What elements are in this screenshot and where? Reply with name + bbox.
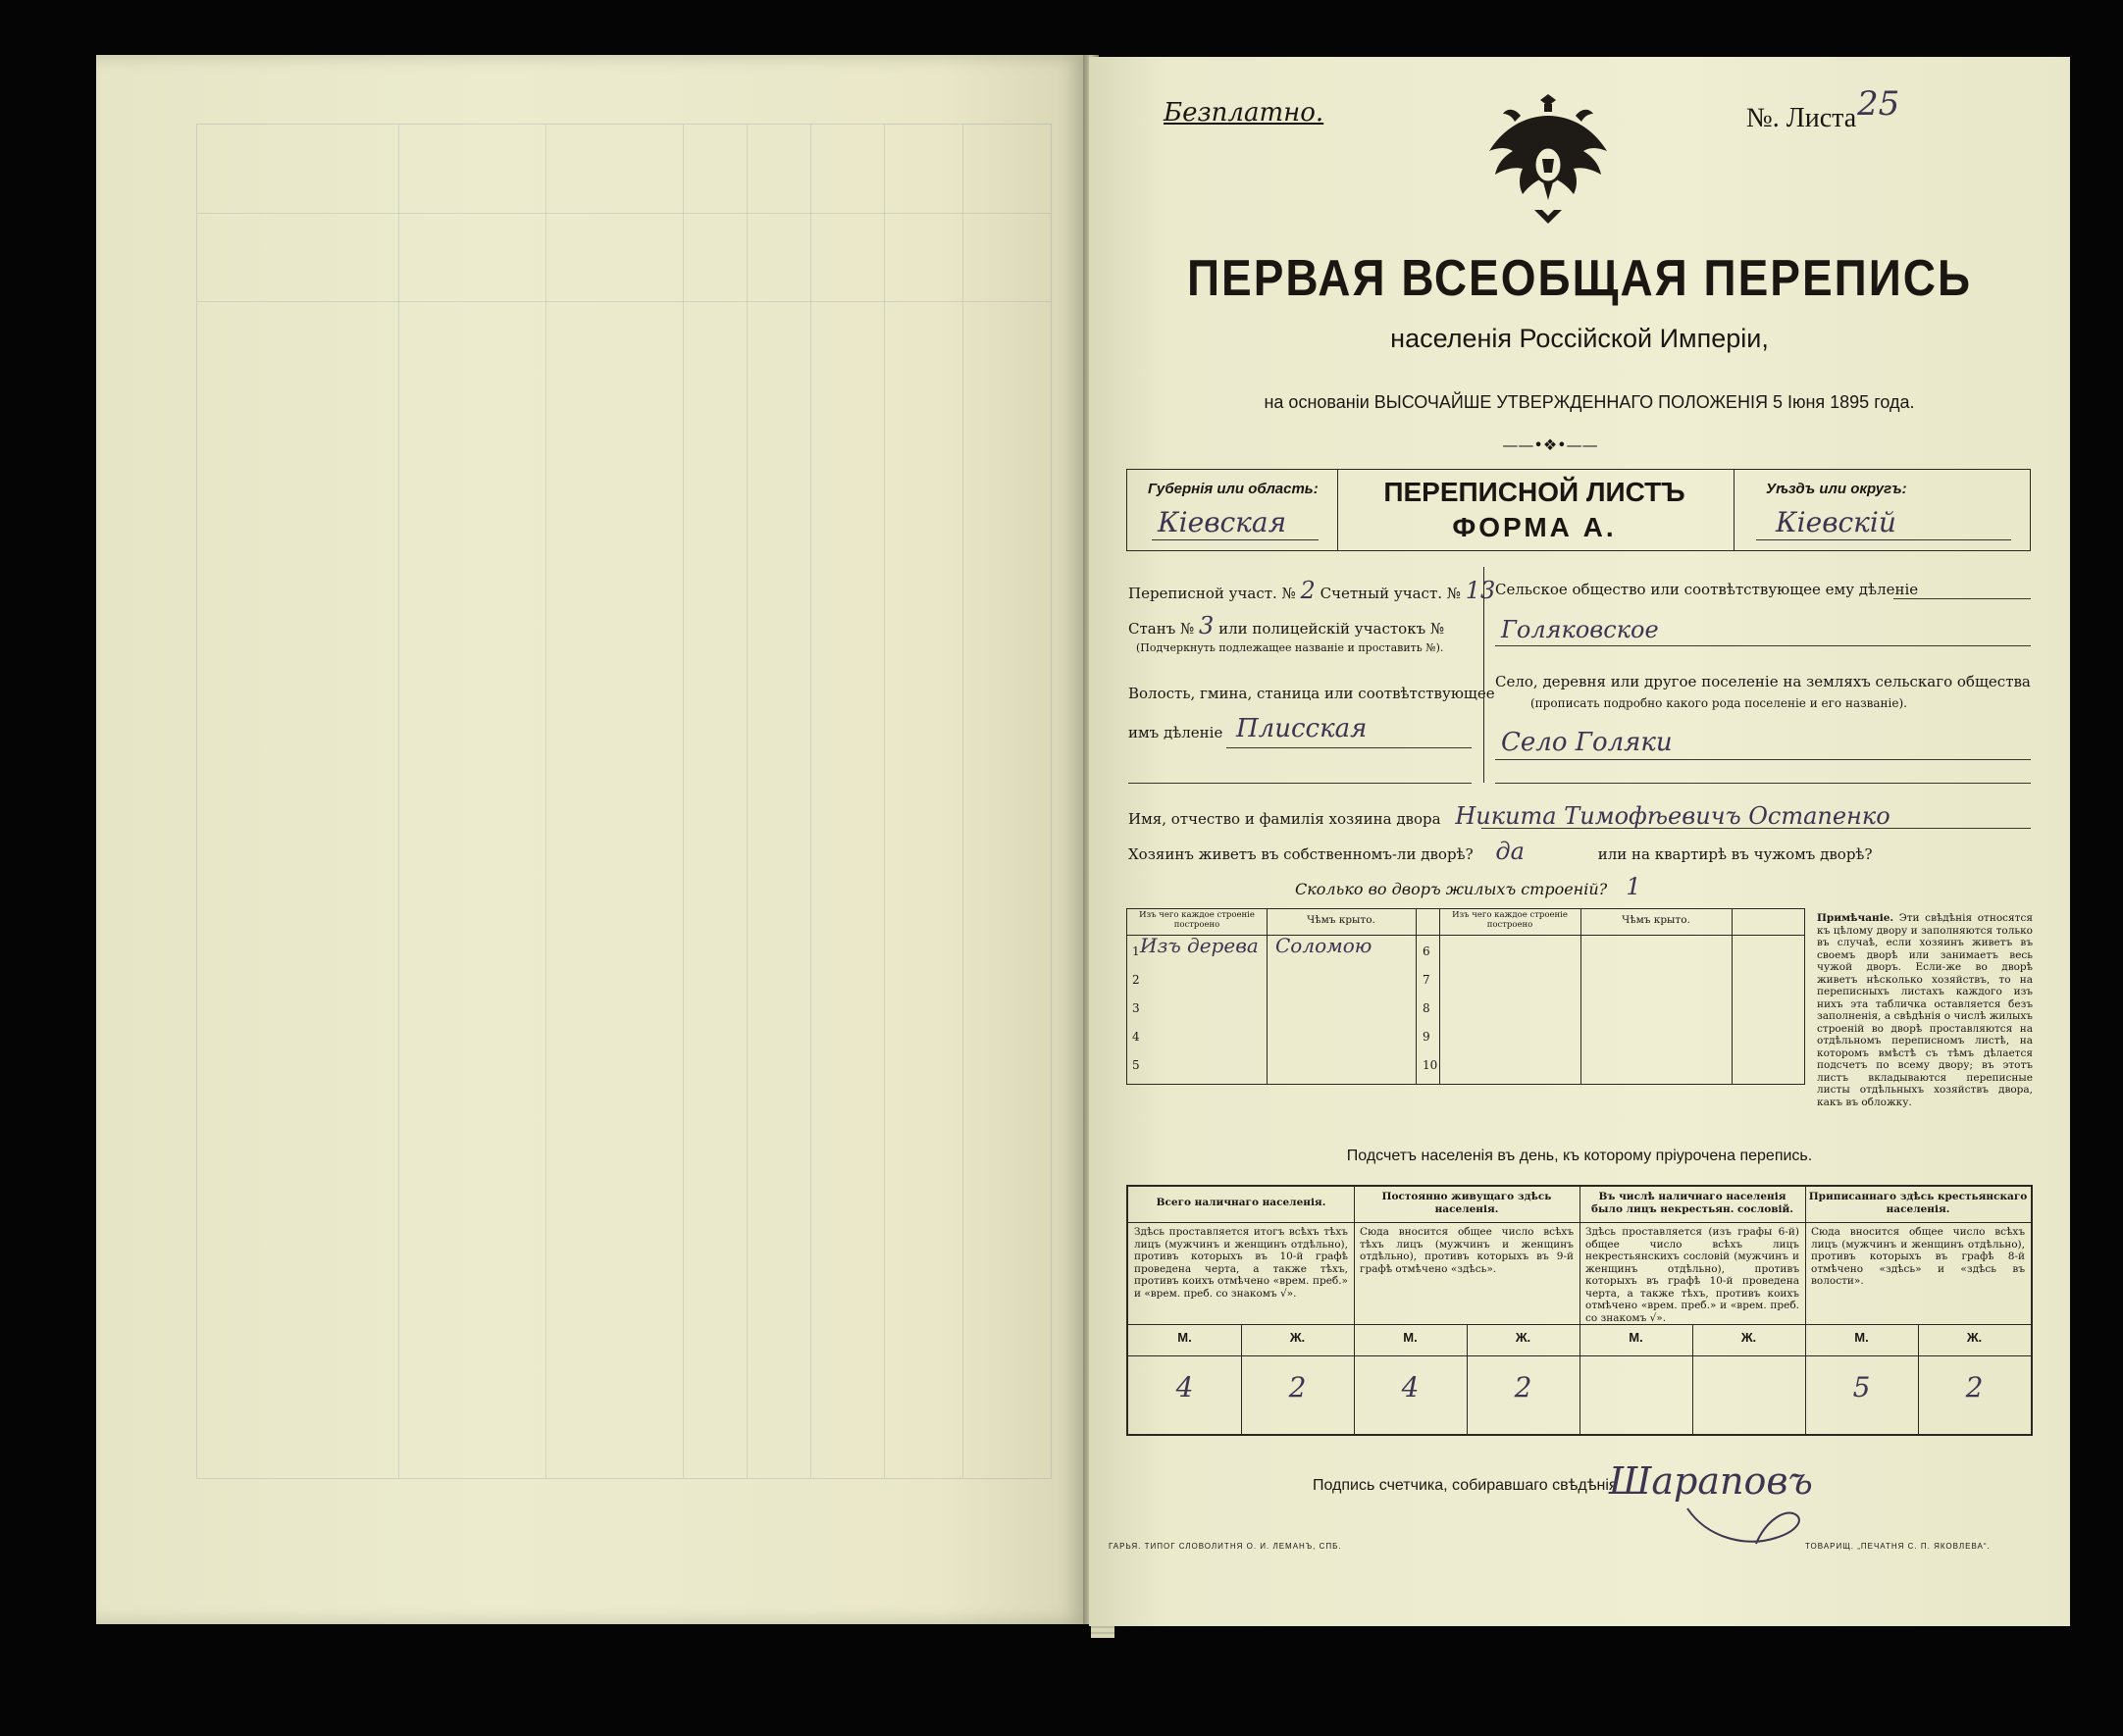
rent-label: или на квартирѣ въ чужомъ дворѣ?	[1597, 845, 1873, 863]
col-material-left: Изъ чего каждое строеніе построено	[1139, 910, 1255, 930]
col-roof-left: Чѣмъ крыто.	[1307, 914, 1375, 926]
stan-label: Станъ №	[1128, 620, 1195, 638]
note-title: Примѣчаніе.	[1817, 912, 1894, 924]
volost-row	[1128, 724, 1222, 741]
count-col2-desc: Сюда вносится общее число всѣхъ тѣхъ лицъ (мужчинъ и женщинъ отдѣльно), противъ которыхъ въ 9-й графѣ отмѣчено «здѣсь».	[1360, 1226, 1574, 1275]
m-label-1: М.	[1177, 1330, 1192, 1345]
row-num: 7	[1423, 973, 1430, 987]
count-value-2-m: 4	[1401, 1371, 1420, 1404]
selo-label: Село, деревня или другое поселеніе на земляхъ сельскаго общества	[1495, 673, 2031, 690]
count-col4-desc: Сюда вносится общее число всѣхъ лицъ (мужчинъ и женщинъ отдѣльно), противъ которыхъ въ графѣ 8-й отмѣчено «здѣсь» и «здѣсь въ волости».	[1811, 1226, 2025, 1287]
zh-label-2: Ж.	[1515, 1330, 1531, 1345]
count-value-4-zh: 2	[1965, 1371, 1984, 1404]
count-value-1-zh: 2	[1288, 1371, 1307, 1404]
row-numbers-left	[1132, 938, 1140, 1080]
count-col1-head: Всего наличнаго населенія.	[1156, 1197, 1326, 1208]
form-list-title: ПЕРЕПИСНОЙ ЛИСТЪ	[1383, 477, 1685, 507]
free-label: Безплатно.	[1164, 98, 1324, 128]
obshchestvo-value: Голяковское	[1501, 616, 1659, 643]
footer-left: ГАРЬЯ. ТИПОГ СЛОВОЛИТНЯ О. И. ЛЕМАНЪ, СПБ.	[1109, 1542, 1342, 1551]
ornament-divider: ——•❖•——	[1502, 435, 1598, 454]
schetny-uchast-value: 13	[1465, 577, 1496, 604]
police-label: или полицейскій участокъ №	[1218, 620, 1445, 638]
census-title: ПЕРВАЯ ВСЕОБЩАЯ ПЕРЕПИСЬ	[1186, 248, 1973, 307]
left-page	[96, 55, 1087, 1624]
col-roof-right: Чѣмъ крыто.	[1622, 914, 1690, 926]
own-yard-row	[1128, 838, 2031, 865]
owner-label: Имя, отчество и фамилія хозяина двора	[1128, 810, 1441, 828]
stan-note: (Подчеркнуть подлежащее названіе и проставить №).	[1136, 641, 1444, 654]
sheet-number-value: 25	[1857, 84, 1900, 124]
m-label-2: М.	[1403, 1330, 1418, 1345]
bleed-through-table	[196, 124, 1052, 1479]
census-subtitle: населенія Россійской Имперіи,	[1390, 324, 1769, 353]
building-roof-value: Соломою	[1275, 934, 1372, 957]
note-text: Эти свѣдѣнія относятся къ цѣлому двору и заполняются только въ случаѣ, если хозяинъ живетъ въ своемъ дворѣ или занимаетъ весь чужой дворъ. Если-же во дворѣ живетъ нѣсколько хозяйствъ, то на переписныхъ листахъ каждого изъ нихъ эта табличка оставляется безъ заполненія, а свѣдѣнія о числѣ жилыхъ строеній во дворѣ проставляются на отдѣльномъ переписномъ листѣ, на которомъ вмѣстѣ съ тѣмъ дѣлается подсчетъ по всему двору; въ этотъ листъ вкладываются переписные листы отдѣльныхъ хозяйствъ двора, какъ въ обложку.	[1817, 912, 2033, 1108]
count-value-4-m: 5	[1852, 1371, 1871, 1404]
row-num: 10	[1423, 1058, 1438, 1072]
signature-value: Шараповъ	[1609, 1459, 1813, 1503]
buildings-row	[1295, 873, 1641, 900]
footer-right: ТОВАРИЩ. „ПЕЧАТНЯ С. П. ЯКОВЛЕВА“.	[1805, 1542, 1991, 1551]
zh-label-1: Ж.	[1289, 1330, 1306, 1345]
own-yard-value: да	[1495, 838, 1525, 865]
count-col1-desc: Здѣсь проставляется итогъ всѣхъ тѣхъ лицъ (мужчинъ и женщинъ отдѣльно), противъ которыхъ въ 10-й графѣ проведена черта, а также тѣхъ, противъ коихъ отмѣчено «врем. преб.» и «врем. преб. со знакомъ √».	[1134, 1226, 1348, 1300]
row-num: 2	[1132, 973, 1140, 987]
own-yard-label: Хозяинъ живетъ въ собственномъ-ли дворѣ?	[1128, 845, 1474, 863]
row-num: 1	[1132, 945, 1140, 958]
count-title: Подсчетъ населенія въ день, къ которому пріурочена перепись.	[1346, 1148, 1813, 1164]
volost-label-2: имъ дѣленіе	[1128, 724, 1223, 741]
perepis-uchast-value: 2	[1300, 577, 1316, 604]
col-material-right: Изъ чего каждое строеніе построено	[1452, 910, 1568, 930]
imperial-eagle-emblem	[1481, 86, 1615, 233]
buildings-label: Сколько во дворъ жилыхъ строеній?	[1295, 880, 1608, 898]
row-num: 5	[1132, 1058, 1140, 1072]
stan-row	[1128, 612, 1444, 639]
owner-row	[1128, 802, 2031, 830]
row-numbers-right	[1423, 938, 1437, 1080]
census-basis: на основаніи ВЫСОЧАЙШЕ УТВЕРЖДЕННАГО ПОЛОЖЕНІЯ 5 Іюня 1895 года.	[1264, 392, 1915, 412]
note-block	[1817, 912, 2033, 1108]
owner-value: Никита Тимофѣевичъ Остапенко	[1455, 802, 1890, 830]
stan-value: 3	[1199, 612, 1215, 639]
count-value-2-zh: 2	[1514, 1371, 1532, 1404]
sheet-number-label	[1746, 84, 1907, 135]
count-col3-head: Въ числѣ наличнаго населенія было лицъ некрестьян. сословій.	[1591, 1191, 1793, 1215]
guberniya-value: Кіевская	[1158, 506, 1287, 538]
count-col4-head: Приписаннаго здѣсь крестьянскаго населенія.	[1808, 1191, 2028, 1215]
selo-note: (прописать подробно какого рода поселеніе и его названіе).	[1530, 696, 1907, 710]
row-num: 8	[1423, 1001, 1430, 1015]
selo-value: Село Голяки	[1501, 728, 1673, 757]
count-value-1-m: 4	[1175, 1371, 1194, 1404]
form-a-title: ФОРМА А.	[1452, 512, 1617, 542]
buildings-value: 1	[1626, 873, 1641, 900]
count-col3-desc: Здѣсь проставляется (изъ графы 6-й) общее число всѣхъ лицъ некрестьянскихъ сословій (мужчинъ и женщинъ отдѣльно), противъ которыхъ въ графѣ 10-й проведена черта, а также тѣхъ, противъ коихъ отмѣчено «врем. преб.» и «врем. преб. со знакомъ √».	[1585, 1226, 1799, 1324]
uezd-label: Уѣздъ или округъ:	[1766, 481, 1907, 497]
zh-label-4: Ж.	[1966, 1330, 1983, 1345]
sheet-number-text: №. Листа	[1746, 103, 1857, 133]
census-form-page	[1089, 57, 2070, 1626]
guberniya-label: Губернія или область:	[1148, 481, 1319, 497]
row-num: 3	[1132, 1001, 1140, 1015]
perepis-uchast-label: Переписной участ. №	[1128, 585, 1296, 602]
row-num: 9	[1423, 1030, 1430, 1044]
row-num: 4	[1132, 1030, 1140, 1044]
signature-label: Подпись счетчика, собиравшаго свѣдѣнія	[1313, 1477, 1618, 1494]
row-num: 6	[1423, 945, 1430, 958]
zh-label-3: Ж.	[1740, 1330, 1757, 1345]
building-material-value: Изъ дерева	[1140, 934, 1259, 957]
perepis-uchast-row	[1128, 577, 1495, 604]
obshchestvo-label: Сельское общество или соотвѣтствующее ему дѣленіе	[1495, 581, 1919, 598]
schetny-uchast-label: Счетный участ. №	[1320, 585, 1461, 602]
uezd-value: Кіевскій	[1776, 506, 1896, 538]
count-col2-head: Постоянно живущаго здѣсь населенія.	[1381, 1191, 1552, 1215]
signature-flourish	[1678, 1499, 1815, 1557]
volost-label: Волость, гмина, станица или соотвѣтствующее	[1128, 685, 1495, 702]
volost-value: Плисская	[1236, 714, 1368, 743]
m-label-4: М.	[1854, 1330, 1869, 1345]
m-label-3: М.	[1629, 1330, 1643, 1345]
